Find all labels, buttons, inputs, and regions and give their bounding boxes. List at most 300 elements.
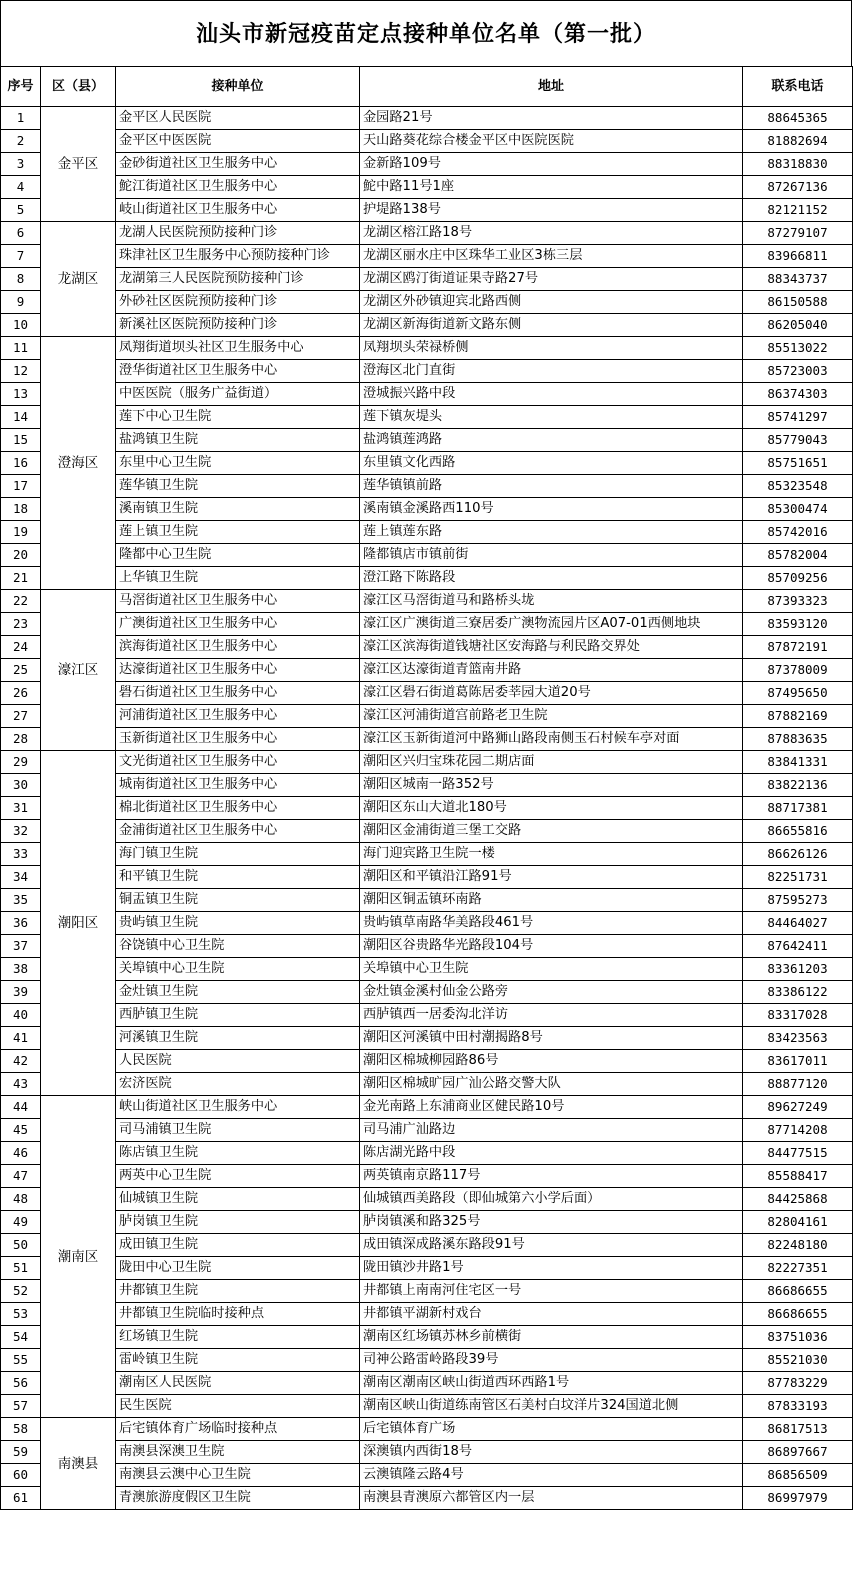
row-index: 22 [1,590,41,613]
unit-address: 凤翔坝头荣禄桥侧 [360,337,743,360]
unit-name: 贵屿镇卫生院 [116,912,360,935]
unit-name: 中医医院（服务广益街道） [116,383,360,406]
row-index: 16 [1,452,41,475]
unit-name: 龙湖第三人民医院预防接种门诊 [116,268,360,291]
row-index: 21 [1,567,41,590]
unit-address: 陇田镇沙井路1号 [360,1257,743,1280]
table-row [1,268,853,291]
unit-name: 司马浦镇卫生院 [116,1119,360,1142]
row-index: 17 [1,475,41,498]
unit-name: 西胪镇卫生院 [116,1004,360,1027]
unit-address: 潮南区潮南区峡山街道西环西路1号 [360,1372,743,1395]
unit-name: 仙城镇卫生院 [116,1188,360,1211]
row-index: 38 [1,958,41,981]
row-index: 45 [1,1119,41,1142]
unit-name: 盐鸿镇卫生院 [116,429,360,452]
district-cell: 金平区 [41,107,116,222]
unit-name: 陈店镇卫生院 [116,1142,360,1165]
unit-name: 广澳街道社区卫生服务中心 [116,613,360,636]
unit-address: 潮阳区东山大道北180号 [360,797,743,820]
table-row [1,981,853,1004]
row-index: 57 [1,1395,41,1418]
unit-address: 司神公路雷岭路段39号 [360,1349,743,1372]
unit-name: 上华镇卫生院 [116,567,360,590]
table-row [1,728,853,751]
unit-address: 濠江区马滘街道马和路桥头垅 [360,590,743,613]
row-index: 10 [1,314,41,337]
unit-address: 胪岗镇溪和路325号 [360,1211,743,1234]
unit-address: 金灶镇金溪村仙金公路旁 [360,981,743,1004]
unit-name: 人民医院 [116,1050,360,1073]
table-row [1,130,853,153]
contact-phone: 86374303 [743,383,853,406]
contact-phone: 87279107 [743,222,853,245]
unit-address: 西胪镇西一居委沟北洋访 [360,1004,743,1027]
unit-address: 龙湖区丽水庄中区珠华工业区3栋三层 [360,245,743,268]
table-row [1,1257,853,1280]
table-body [1,107,853,1510]
contact-phone: 85513022 [743,337,853,360]
table-row [1,1073,853,1096]
unit-name: 南澳县深澳卫生院 [116,1441,360,1464]
row-index: 47 [1,1165,41,1188]
row-index: 54 [1,1326,41,1349]
unit-address: 澄江路下陈路段 [360,567,743,590]
table-row [1,1211,853,1234]
row-index: 41 [1,1027,41,1050]
contact-phone: 84425868 [743,1188,853,1211]
row-index: 2 [1,130,41,153]
unit-name: 河浦街道社区卫生服务中心 [116,705,360,728]
unit-address: 东里镇文化西路 [360,452,743,475]
unit-address: 龙湖区鸥汀街道证果寺路27号 [360,268,743,291]
unit-address: 海门迎宾路卫生院一楼 [360,843,743,866]
unit-name: 井都镇卫生院临时接种点 [116,1303,360,1326]
unit-address: 护堤路138号 [360,199,743,222]
contact-phone: 85588417 [743,1165,853,1188]
table-row [1,889,853,912]
unit-address: 莲上镇莲东路 [360,521,743,544]
unit-name: 关埠镇中心卫生院 [116,958,360,981]
page-title: 汕头市新冠疫苗定点接种单位名单（第一批） [0,0,852,66]
contact-phone: 87872191 [743,636,853,659]
row-index: 5 [1,199,41,222]
row-index: 14 [1,406,41,429]
unit-address: 天山路葵花综合楼金平区中医院医院 [360,130,743,153]
vaccination-sites-table [0,66,853,1510]
table-row [1,751,853,774]
unit-address: 潮阳区河溪镇中田村潮揭路8号 [360,1027,743,1050]
unit-address: 隆都镇店市镇前街 [360,544,743,567]
unit-address: 濠江区滨海街道钱塘社区安海路与利民路交界处 [360,636,743,659]
unit-name: 两英中心卫生院 [116,1165,360,1188]
unit-name: 井都镇卫生院 [116,1280,360,1303]
table-row [1,1004,853,1027]
table-row [1,544,853,567]
unit-name: 玉新街道社区卫生服务中心 [116,728,360,751]
contact-phone: 87393323 [743,590,853,613]
unit-name: 海门镇卫生院 [116,843,360,866]
table-row [1,153,853,176]
unit-name: 溪南镇卫生院 [116,498,360,521]
district-cell: 潮南区 [41,1096,116,1418]
unit-name: 铜盂镇卫生院 [116,889,360,912]
row-index: 44 [1,1096,41,1119]
row-index: 26 [1,682,41,705]
table-row [1,1096,853,1119]
unit-name: 青澳旅游度假区卫生院 [116,1487,360,1510]
table-row [1,1326,853,1349]
unit-name: 河溪镇卫生院 [116,1027,360,1050]
contact-phone: 88717381 [743,797,853,820]
contact-phone: 87595273 [743,889,853,912]
row-index: 39 [1,981,41,1004]
contact-phone: 85751651 [743,452,853,475]
unit-address: 金新路109号 [360,153,743,176]
unit-name: 达濠街道社区卫生服务中心 [116,659,360,682]
table-row [1,1050,853,1073]
row-index: 42 [1,1050,41,1073]
header-district: 区（县） [41,67,116,107]
unit-name: 金浦街道社区卫生服务中心 [116,820,360,843]
table-row [1,337,853,360]
contact-phone: 82248180 [743,1234,853,1257]
table-row [1,1395,853,1418]
unit-name: 鮀江街道社区卫生服务中心 [116,176,360,199]
table-row [1,820,853,843]
table-row [1,912,853,935]
contact-phone: 87883635 [743,728,853,751]
table-row [1,958,853,981]
row-index: 6 [1,222,41,245]
contact-phone: 83751036 [743,1326,853,1349]
row-index: 13 [1,383,41,406]
row-index: 59 [1,1441,41,1464]
unit-name: 和平镇卫生院 [116,866,360,889]
table-row [1,429,853,452]
table-row [1,636,853,659]
table-row [1,1349,853,1372]
table-row [1,199,853,222]
row-index: 12 [1,360,41,383]
unit-name: 凤翔街道坝头社区卫生服务中心 [116,337,360,360]
contact-phone: 86150588 [743,291,853,314]
table-row [1,1142,853,1165]
table-row [1,176,853,199]
row-index: 24 [1,636,41,659]
table-row [1,1234,853,1257]
table-row [1,1280,853,1303]
table-row [1,1418,853,1441]
row-index: 36 [1,912,41,935]
unit-address: 莲华镇镇前路 [360,475,743,498]
contact-phone: 86626126 [743,843,853,866]
row-index: 34 [1,866,41,889]
table-row [1,567,853,590]
row-index: 28 [1,728,41,751]
unit-name: 城南街道社区卫生服务中心 [116,774,360,797]
row-index: 11 [1,337,41,360]
contact-phone: 87783229 [743,1372,853,1395]
row-index: 30 [1,774,41,797]
table-row [1,866,853,889]
unit-name: 莲上镇卫生院 [116,521,360,544]
row-index: 53 [1,1303,41,1326]
unit-address: 澄城振兴路中段 [360,383,743,406]
row-index: 9 [1,291,41,314]
unit-address: 潮阳区和平镇沿江路91号 [360,866,743,889]
unit-address: 莲下镇灰堤头 [360,406,743,429]
unit-name: 东里中心卫生院 [116,452,360,475]
table-row [1,613,853,636]
table-row [1,383,853,406]
header-index: 序号 [1,67,41,107]
unit-address: 司马浦广汕路边 [360,1119,743,1142]
contact-phone: 87714208 [743,1119,853,1142]
contact-phone: 87267136 [743,176,853,199]
table-row [1,1464,853,1487]
contact-phone: 85323548 [743,475,853,498]
table-row [1,521,853,544]
contact-phone: 82804161 [743,1211,853,1234]
contact-phone: 83423563 [743,1027,853,1050]
table-row [1,1188,853,1211]
row-index: 18 [1,498,41,521]
unit-address: 陈店湖光路中段 [360,1142,743,1165]
unit-address: 潮阳区棉城旷园广汕公路交警大队 [360,1073,743,1096]
contact-phone: 87378009 [743,659,853,682]
table-row [1,360,853,383]
unit-name: 红场镇卫生院 [116,1326,360,1349]
unit-address: 潮阳区棉城柳园路86号 [360,1050,743,1073]
table-row [1,935,853,958]
unit-address: 濠江区达濠街道青篮南井路 [360,659,743,682]
unit-name: 后宅镇体育广场临时接种点 [116,1418,360,1441]
unit-address: 云澳镇隆云路4号 [360,1464,743,1487]
row-index: 48 [1,1188,41,1211]
row-index: 29 [1,751,41,774]
contact-phone: 86997979 [743,1487,853,1510]
contact-phone: 85709256 [743,567,853,590]
contact-phone: 87882169 [743,705,853,728]
district-cell: 澄海区 [41,337,116,590]
contact-phone: 84477515 [743,1142,853,1165]
unit-name: 陇田中心卫生院 [116,1257,360,1280]
header-address: 地址 [360,67,743,107]
unit-address: 井都镇上南南河住宅区一号 [360,1280,743,1303]
table-row [1,590,853,613]
district-cell: 濠江区 [41,590,116,751]
contact-phone: 85741297 [743,406,853,429]
unit-name: 莲华镇卫生院 [116,475,360,498]
row-index: 52 [1,1280,41,1303]
header-phone: 联系电话 [743,67,853,107]
contact-phone: 82251731 [743,866,853,889]
row-index: 37 [1,935,41,958]
unit-name: 胪岗镇卫生院 [116,1211,360,1234]
table-row [1,314,853,337]
contact-phone: 83386122 [743,981,853,1004]
row-index: 58 [1,1418,41,1441]
unit-address: 金光南路上东浦商业区健民路10号 [360,1096,743,1119]
contact-phone: 83966811 [743,245,853,268]
unit-name: 成田镇卫生院 [116,1234,360,1257]
contact-phone: 86856509 [743,1464,853,1487]
unit-address: 龙湖区外砂镇迎宾北路西侧 [360,291,743,314]
contact-phone: 85742016 [743,521,853,544]
unit-name: 潮南区人民医院 [116,1372,360,1395]
unit-address: 两英镇南京路117号 [360,1165,743,1188]
table-row [1,498,853,521]
unit-name: 南澳县云澳中心卫生院 [116,1464,360,1487]
row-index: 8 [1,268,41,291]
table-row [1,1487,853,1510]
unit-address: 贵屿镇草南路华美路段461号 [360,912,743,935]
contact-phone: 81882694 [743,130,853,153]
row-index: 20 [1,544,41,567]
table-row [1,1165,853,1188]
row-index: 49 [1,1211,41,1234]
contact-phone: 87833193 [743,1395,853,1418]
contact-phone: 85782004 [743,544,853,567]
table-row [1,1303,853,1326]
table-row [1,245,853,268]
table-row [1,1027,853,1050]
contact-phone: 86655816 [743,820,853,843]
unit-name: 莲下中心卫生院 [116,406,360,429]
unit-name: 金砂街道社区卫生服务中心 [116,153,360,176]
district-cell: 南澳县 [41,1418,116,1510]
table-row [1,659,853,682]
unit-address: 龙湖区新海街道新文路东侧 [360,314,743,337]
contact-phone: 86897667 [743,1441,853,1464]
unit-name: 新溪社区医院预防接种门诊 [116,314,360,337]
unit-name: 宏济医院 [116,1073,360,1096]
unit-address: 濠江区玉新街道河中路狮山路段南侧玉石村候车亭对面 [360,728,743,751]
table-row [1,1372,853,1395]
row-index: 50 [1,1234,41,1257]
contact-phone: 83841331 [743,751,853,774]
row-index: 40 [1,1004,41,1027]
row-index: 3 [1,153,41,176]
unit-address: 濠江区礐石街道葛陈居委莘园大道20号 [360,682,743,705]
unit-name: 澄华街道社区卫生服务中心 [116,360,360,383]
table-row [1,1441,853,1464]
unit-name: 岐山街道社区卫生服务中心 [116,199,360,222]
row-index: 60 [1,1464,41,1487]
contact-phone: 83617011 [743,1050,853,1073]
contact-phone: 85300474 [743,498,853,521]
district-cell: 潮阳区 [41,751,116,1096]
contact-phone: 88645365 [743,107,853,130]
unit-address: 潮南区峡山街道练南管区石美村白坟洋片324国道北侧 [360,1395,743,1418]
contact-phone: 87642411 [743,935,853,958]
row-index: 1 [1,107,41,130]
contact-phone: 86686655 [743,1280,853,1303]
unit-address: 潮阳区金浦街道三堡工交路 [360,820,743,843]
unit-address: 潮阳区铜盂镇环南路 [360,889,743,912]
row-index: 31 [1,797,41,820]
contact-phone: 83593120 [743,613,853,636]
contact-phone: 88877120 [743,1073,853,1096]
unit-name: 金平区中医医院 [116,130,360,153]
unit-address: 潮阳区谷贵路华光路段104号 [360,935,743,958]
row-index: 27 [1,705,41,728]
unit-address: 濠江区河浦街道宫前路老卫生院 [360,705,743,728]
contact-phone: 85521030 [743,1349,853,1372]
table-row [1,452,853,475]
unit-name: 金灶镇卫生院 [116,981,360,1004]
contact-phone: 85723003 [743,360,853,383]
table-row [1,705,853,728]
unit-address: 关埠镇中心卫生院 [360,958,743,981]
row-index: 23 [1,613,41,636]
contact-phone: 88343737 [743,268,853,291]
contact-phone: 83361203 [743,958,853,981]
contact-phone: 82121152 [743,199,853,222]
row-index: 19 [1,521,41,544]
table-row [1,406,853,429]
unit-name: 峡山街道社区卫生服务中心 [116,1096,360,1119]
table-row [1,682,853,705]
unit-name: 雷岭镇卫生院 [116,1349,360,1372]
contact-phone: 86817513 [743,1418,853,1441]
unit-address: 深澳镇内西街18号 [360,1441,743,1464]
row-index: 51 [1,1257,41,1280]
unit-address: 澄海区北门直街 [360,360,743,383]
unit-name: 棉北街道社区卫生服务中心 [116,797,360,820]
unit-address: 潮阳区城南一路352号 [360,774,743,797]
table-header-row [1,67,853,107]
unit-address: 潮阳区兴归宝珠花园二期店面 [360,751,743,774]
unit-name: 外砂社区医院预防接种门诊 [116,291,360,314]
row-index: 43 [1,1073,41,1096]
contact-phone: 84464027 [743,912,853,935]
row-index: 25 [1,659,41,682]
contact-phone: 86205040 [743,314,853,337]
unit-name: 马滘街道社区卫生服务中心 [116,590,360,613]
row-index: 4 [1,176,41,199]
unit-name: 隆都中心卫生院 [116,544,360,567]
table-row [1,843,853,866]
row-index: 46 [1,1142,41,1165]
row-index: 55 [1,1349,41,1372]
table-row [1,291,853,314]
contact-phone: 82227351 [743,1257,853,1280]
unit-address: 后宅镇体育广场 [360,1418,743,1441]
unit-address: 鮀中路11号1座 [360,176,743,199]
table-row [1,797,853,820]
unit-name: 珠津社区卫生服务中心预防接种门诊 [116,245,360,268]
unit-name: 民生医院 [116,1395,360,1418]
header-unit: 接种单位 [116,67,360,107]
district-cell: 龙湖区 [41,222,116,337]
table-row [1,1119,853,1142]
unit-address: 溪南镇金溪路西110号 [360,498,743,521]
unit-address: 濠江区广澳街道三寮居委广澳物流园片区A07-01西侧地块 [360,613,743,636]
row-index: 61 [1,1487,41,1510]
table-row [1,107,853,130]
unit-address: 盐鸿镇莲鸿路 [360,429,743,452]
unit-address: 仙城镇西美路段（即仙城第六小学后面） [360,1188,743,1211]
unit-name: 文光街道社区卫生服务中心 [116,751,360,774]
unit-address: 金园路21号 [360,107,743,130]
unit-name: 礐石街道社区卫生服务中心 [116,682,360,705]
row-index: 7 [1,245,41,268]
contact-phone: 87495650 [743,682,853,705]
row-index: 15 [1,429,41,452]
contact-phone: 85779043 [743,429,853,452]
